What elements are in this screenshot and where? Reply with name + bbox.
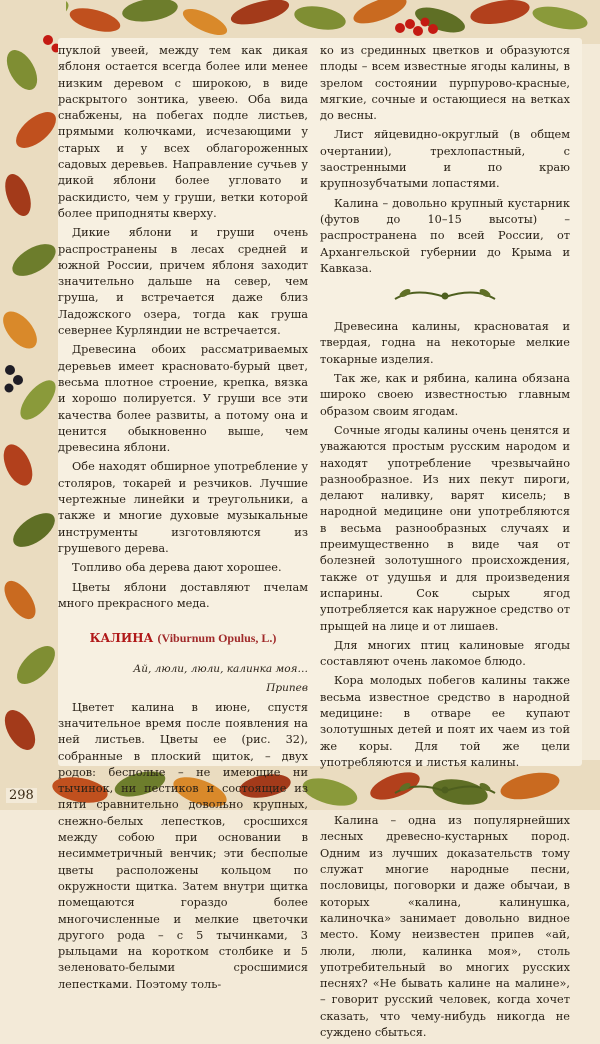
paragraph: Древесина обоих рассматриваемых деревьев имеет красновато-бурый цвет, весьма плотное строение, крепка, вязка и хорошо полируется. У груши все эти качества более развиты, а потому она и ценится обыкновенно выше, чем древесина яблони. [58,343,308,455]
paragraph: Для многих птиц калиновые ягоды составляют очень лакомое блюдо. [320,638,570,669]
paragraph: Калина – довольно крупный кустарник (футов до 10–15 высоты) – распространена по всей России, от Архангельской губернии до Крыма и Кавказа. [320,196,570,275]
page-content [58,38,582,1040]
page-number: 298 [6,788,37,803]
paragraph: Так же, как и рябина, калина обязана широко своею известностью главным образом своим ягодам. [320,372,570,418]
paragraph: пуклой увеей, между тем как дикая яблоня остается всегда более или менее низким деревом с широкою, в виде раскрытого зонтика, увеею. Оба вида снабжены, на побегах подле листьев, прямыми колючками, исчезающими у старых и у всех облагороженных садовых деревьев. Направление сучьев у дикой яблони более угловато и раскидисто, чем у груши, ветки которой более приподняты кверху. [58,44,308,220]
floral-ornament-icon [385,283,505,307]
paragraph: Дикие яблони и груши очень распространены в лесах средней и южной России, причем яблоня заходит значительно дальше на север, чем груша, и встречается даже близ Ладожского озера, тогда как груша севернее Курляндии не встречается. [58,226,308,338]
paragraph: Цветы яблони доставляют пчелам много прекрасного меда. [58,580,308,610]
paragraph: Кора молодых побегов калины также весьма известное средство в народной медицине: в отваре ее купают золотушных детей и поят их чаем из той же коры. Для той же цели употребляются и листья калины. [320,674,570,769]
section-heading [58,630,308,646]
paragraph: Топливо оба дерева дают хорошее. [72,561,282,575]
paragraph: Обе находят обширное употребление у столяров, токарей и резчиков. Лучшие чертежные линейки и треугольники, а также и многие духовые музыкальные инструменты изготовляются из грушевого дерева. [58,460,308,555]
section-heading-latin: (Viburnum Opulus, L.) [157,631,277,646]
paragraph: Древесина калины, красноватая и твердая, годна на некоторые мелкие токарные изделия. [320,320,570,366]
paragraph: Сочные ягоды калины очень ценятся и уважаются простым русским народом и находят употребление чрезвычайно разнообразное. Из них пекут пироги, делают наливку, варят кисель; в народной медицине они употребляются в весьма разнообразных случаях и преимущественно в виде чая от болезней золотушного происхождения, также от удушья и для произведения испарины. Сок сырых ягод употребляется как наружное средство от прыщей на лице и от лишаев. [320,423,570,633]
right-column [320,43,570,1044]
epigraph: Ай, люли, люли, калинка моя… [133,663,308,676]
paragraph: ко из срединных цветков и образуются плоды – всем известные ягоды калины, в зрелом состоянии пурпурово-красные, мягкие, сочные и остающиеся на ветках до весны. [320,44,570,123]
floral-ornament-icon [385,777,505,801]
ornament-divider [320,777,570,803]
paragraph: Цветет калина в июне, спустя значительное время после появления на ней листьев. Цветы ее (рис. 32), собранные в плоский щиток, – двух родов: бесполые – не имеющие ни тычинок, ни пестиков и состоящие из пяти сравнительно довольно крупных, снежно-белых лепестков, сросшихся между собою при основании в несимметричный венчик; эти бесполые цветы расположены кольцом по окружности щитка. Затем внутри щитка помещаются гораздо более многочисленные и мелкие цветочки другого рода – с 5 тычинками, 3 рыльцами на коротком столбике и 5 зеленовато-белыми сросшимися лепестками. Поэтому толь- [58,700,308,991]
paragraph: Лист яйцевидно-округлый (в общем очертании), трехлопастный, с заостренными и по краю крупнозубчатыми лопастями. [320,128,570,191]
paragraph: Калина – одна из популярнейших лесных древесно-кустарных пород. Одним из лучших доказательств тому служат многие народные песни, пословицы, поговорки и даже обычаи, в которых «калина, калинушка, калиночка» занимает довольно видное место. Кому неизвестен припев «ай, люли, люли, калинка моя», столь употребительный во многих русских песнях? «Не бывать калине на малине», – говорит русский человек, когда хочет сказать, что чему-нибудь никогда не суждено сбыться. [320,814,570,1040]
epigraph-source: Припев [266,682,308,695]
left-column [58,43,308,996]
ornament-divider [320,283,570,309]
leaf-border-left [0,0,66,810]
section-heading-name: КАЛИНА [89,631,154,646]
